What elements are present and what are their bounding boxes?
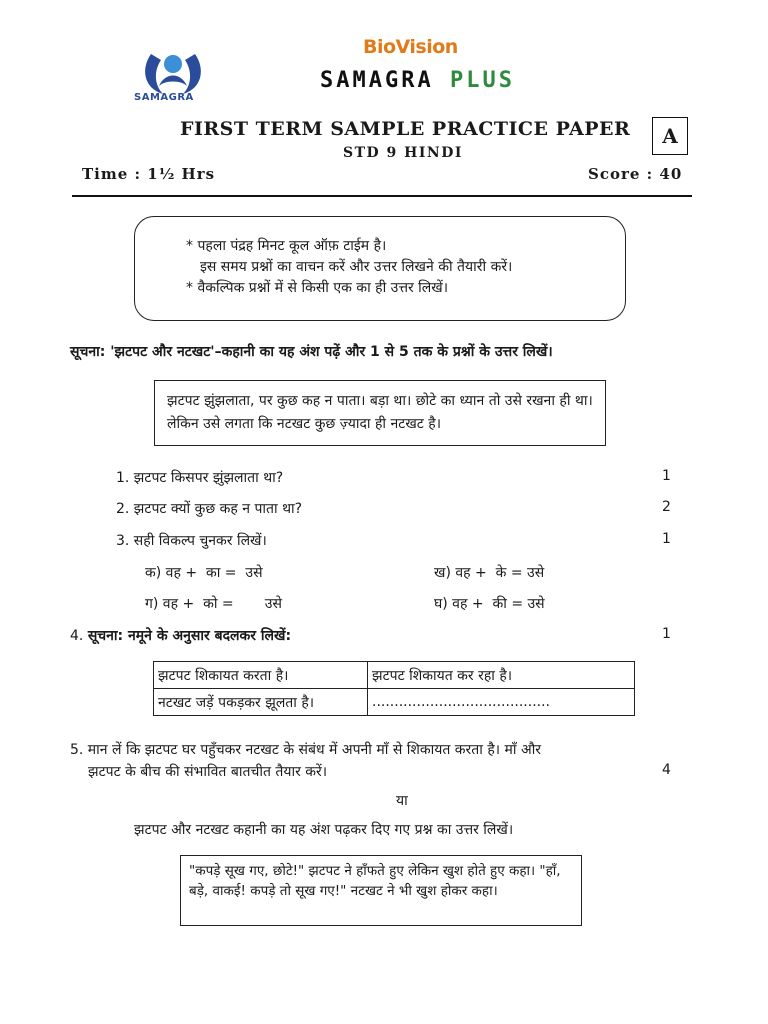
plus-brand-text: PLUS	[449, 68, 515, 93]
question-marks: 1	[662, 468, 671, 484]
question: 1. झटपट किसपर झुंझलाता था?	[116, 470, 284, 486]
option-gha: घ) वह + की = उसे	[434, 596, 545, 612]
question: 2. झटपट क्यों कुछ कह न पाता था?	[116, 501, 303, 517]
answer-blank: ........................................	[368, 689, 635, 716]
section-instruction: सूचना: 'झटपट और नटखट'–कहानी का यह अंश पढ़ें और 1 से 5 तक के प्रश्नों के उत्तर लिखें।	[70, 344, 553, 360]
option-ka: क) वह + का = उसे	[145, 565, 263, 581]
header-divider	[72, 195, 692, 197]
note-line: * पहला पंद्रह मिनट कूल ऑफ़ टाईम है।	[186, 238, 387, 254]
samagra-plus-brand	[320, 68, 515, 93]
table-cell: झटपट शिकायत करता है।	[154, 662, 368, 689]
paper-title: FIRST TERM SAMPLE PRACTICE PAPER	[180, 118, 631, 140]
samagra-logo-text: SAMAGRA	[134, 92, 194, 103]
passage-box: झटपट झुंझलाता, पर कुछ कह न पाता। बड़ा था। छोटे का ध्यान तो उसे रखना ही था। लेकिन उसे लगता कि नटखट कुछ ज़्यादा ही नटखट है।	[154, 380, 606, 446]
question-marks: 4	[662, 762, 671, 778]
conversion-table	[153, 661, 635, 716]
option-ga: ग) वह + को = उसे	[145, 596, 282, 612]
option-kha: ख) वह + के = उसे	[434, 565, 545, 581]
note-line: * वैकल्पिक प्रश्नों में से किसी एक का ही उत्तर लिखें।	[186, 280, 449, 296]
score-label: Score : 40	[588, 165, 683, 183]
table-cell: झटपट शिकायत कर रहा है।	[368, 662, 635, 689]
table-row	[154, 689, 635, 716]
samagra-brand-text: SAMAGRA	[320, 68, 434, 93]
alternate-instruction: झटपट और नटखट कहानी का यह अंश पढ़कर दिए गए प्रश्न का उत्तर लिखें।	[134, 822, 514, 838]
question-4-text: सूचना: नमूने के अनुसार बदलकर लिखें:	[87, 628, 292, 644]
question-5-line1: 5. मान लें कि झटपट घर पहुँचकर नटखट के संबंध में अपनी माँ से शिकायत करता है। माँ और	[70, 742, 542, 758]
table-cell: नटखट जड़ें पकड़कर झूलता है।	[154, 689, 368, 716]
paper-subtitle: STD 9 HINDI	[343, 145, 463, 161]
question-marks: 1	[662, 531, 671, 547]
time-label: Time : 1½ Hrs	[82, 165, 216, 183]
passage-box-2: "कपड़े सूख गए, छोटे!" झटपट ने हाँफते हुए लेकिन खुश होते हुए कहा। "हाँ, बड़े, वाकई! कपड़े तो सूख गए!" नटखट ने भी खुश होकर कहा।	[180, 855, 582, 926]
question-4	[70, 626, 291, 645]
question: 3. सही विकल्प चुनकर लिखें।	[116, 533, 267, 549]
set-label-box: A	[652, 117, 688, 155]
question-5-line2: झटपट के बीच की संभावित बातचीत तैयार करें।	[88, 764, 328, 780]
question-number: 4.	[70, 628, 84, 644]
note-line: इस समय प्रश्नों का वाचन करें और उत्तर लिखने की तैयारी करें।	[200, 259, 513, 275]
or-label: या	[396, 793, 408, 809]
biovision-logo: BioVision	[363, 36, 458, 58]
question-marks: 1	[662, 626, 671, 642]
question-marks: 2	[662, 499, 671, 515]
table-row	[154, 662, 635, 689]
